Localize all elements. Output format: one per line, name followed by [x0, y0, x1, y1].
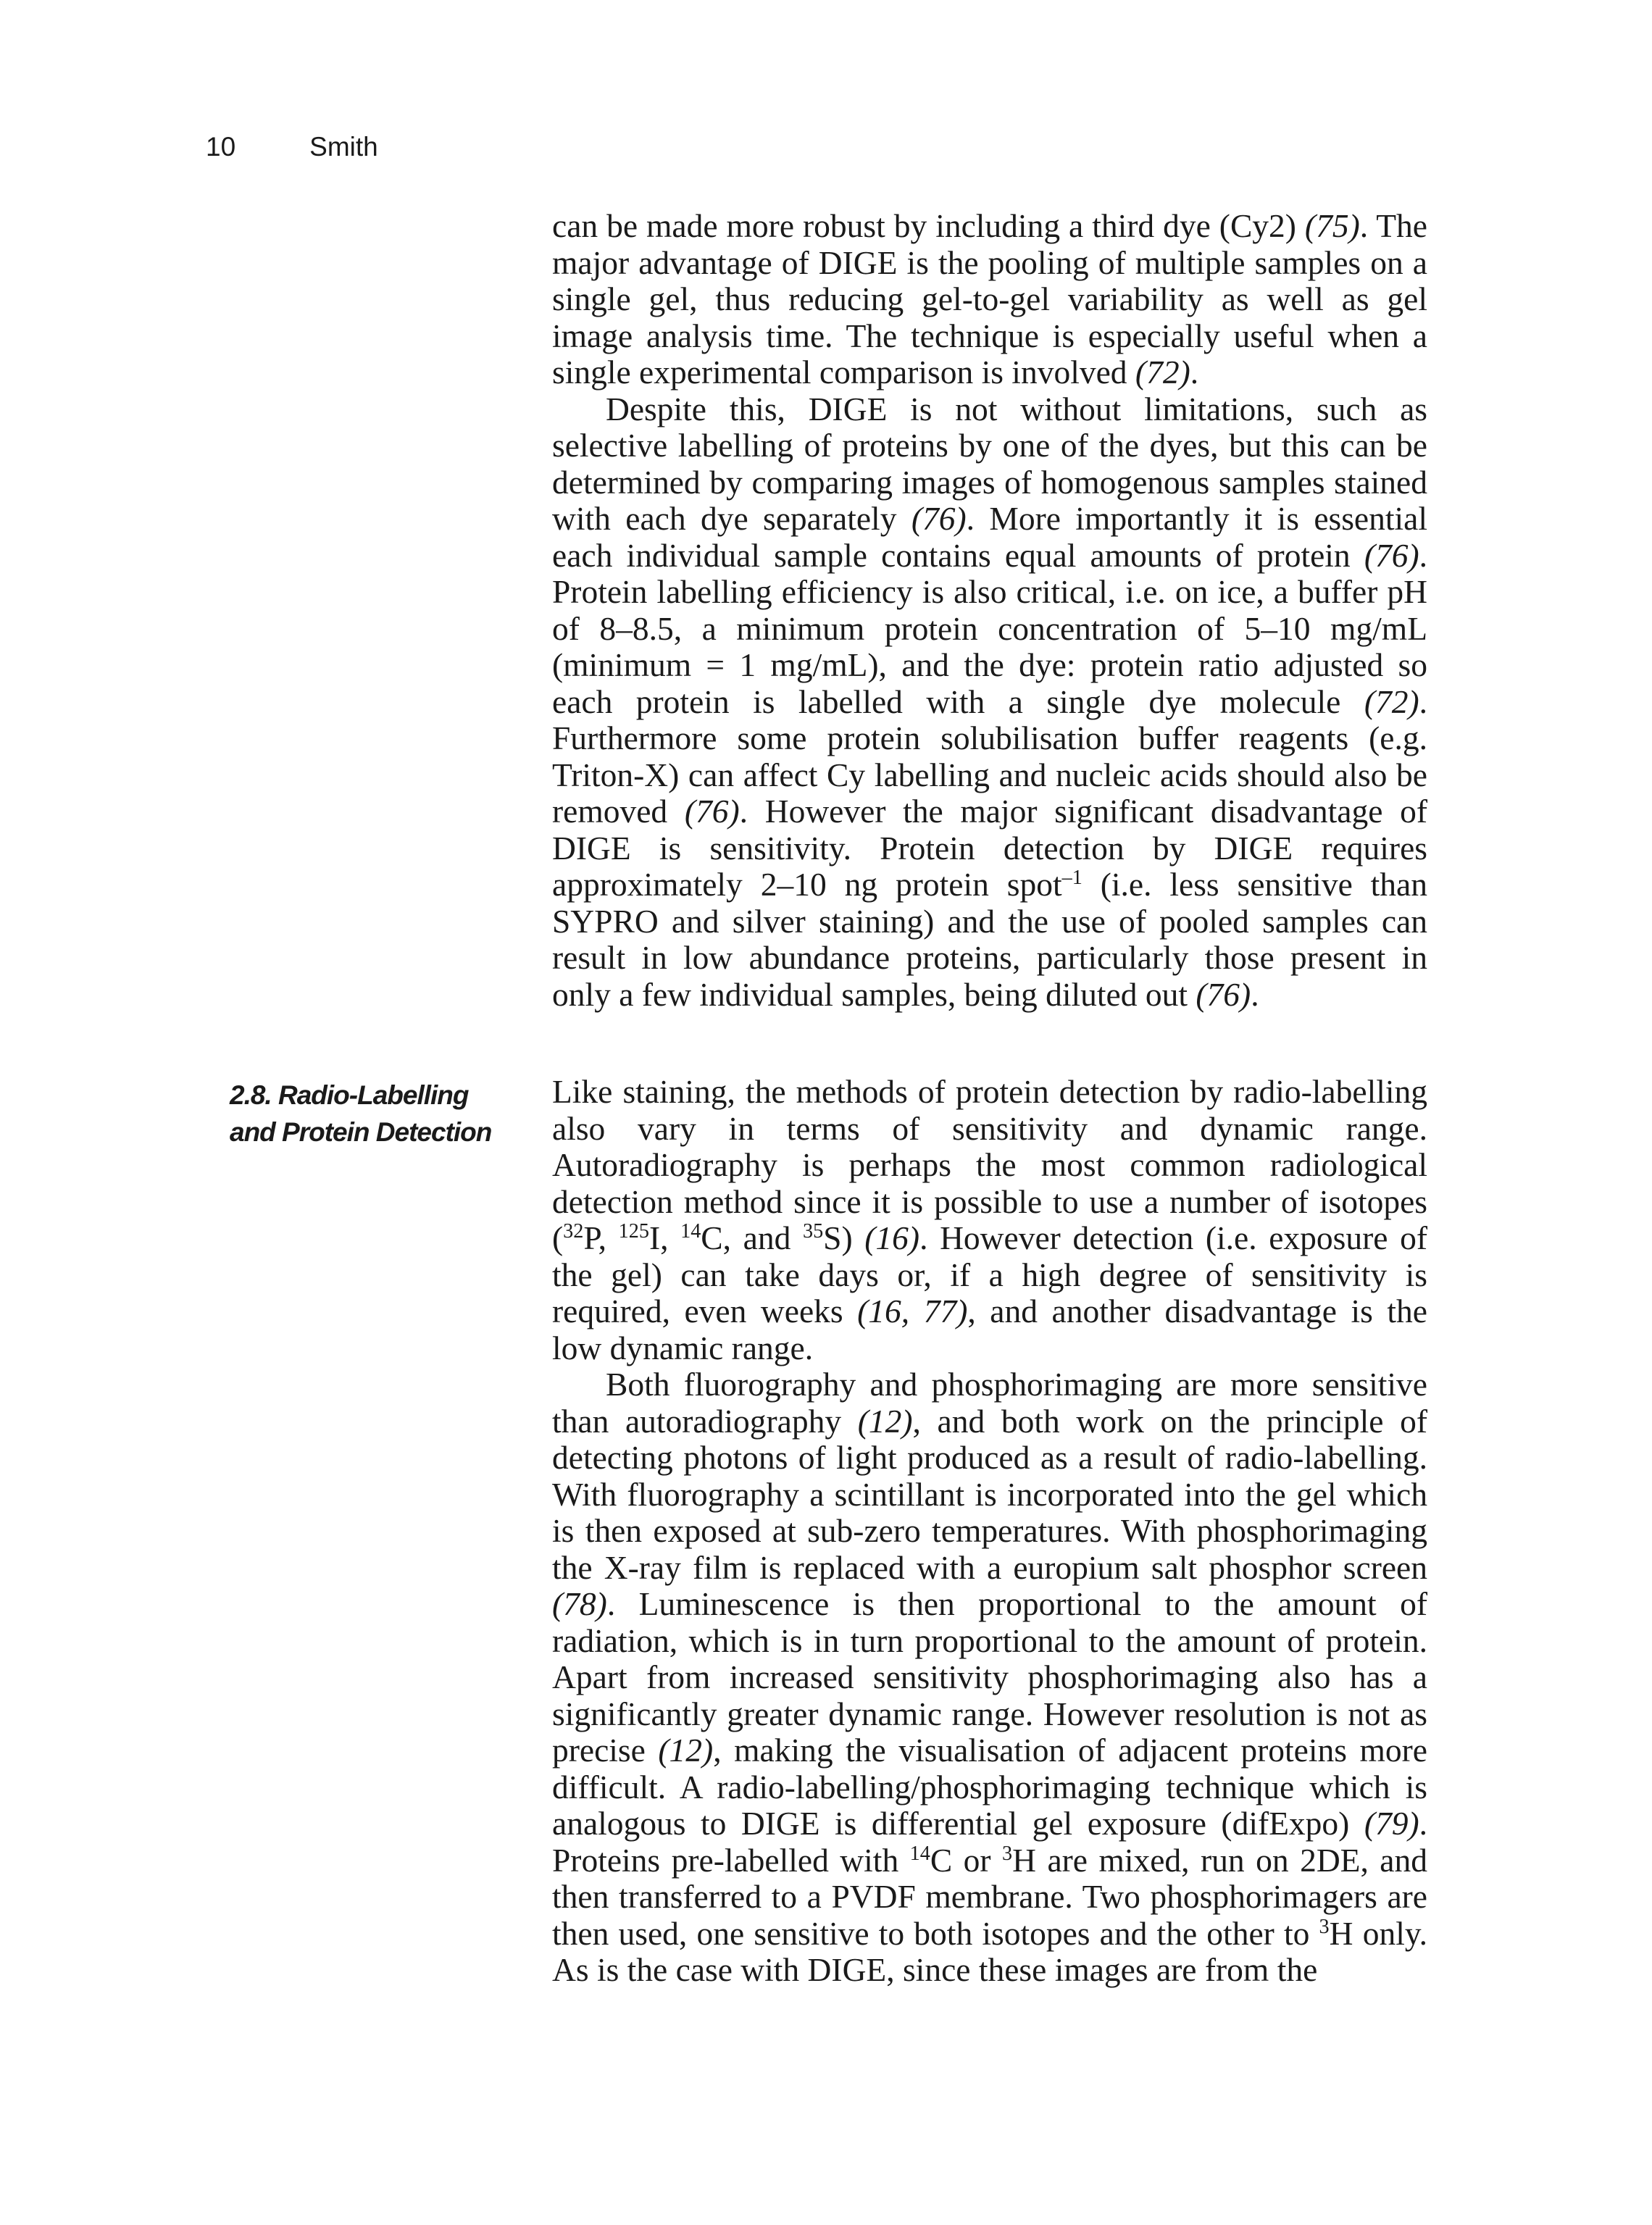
citation: (12)	[857, 1402, 913, 1440]
running-head-author: Smith	[309, 132, 378, 162]
superscript: 14	[909, 1842, 930, 1865]
section-heading	[230, 1077, 505, 1151]
citation: (16)	[864, 1219, 920, 1256]
superscript: 3	[1002, 1842, 1013, 1865]
citation: (75)	[1304, 207, 1360, 244]
paragraph-radio-labelling: Like staining, the methods of protein detection by radio-labelling also vary in terms of sensitivity and dynamic range. Autoradiography is perhaps the most common radiological detection method since it is possible to use a number of isotopes ($^{32}$P, $^{125}$I, $^{14}$C, and $^{35}$S) (16). However detection (i.e. exposure of the gel) can take days or, if a high degree of sensitivity is required, even weeks (16, 77), and another disadvantage is the low dynamic range.	[552, 1073, 1427, 1366]
citation: (16, 77)	[857, 1293, 968, 1329]
body-column-top	[552, 208, 1427, 1013]
page-number: 10	[206, 132, 236, 162]
section-heading-line2: and Protein Detection	[230, 1117, 492, 1147]
section-heading-line1: 2.8. Radio-Labelling	[230, 1080, 469, 1110]
paragraph-dige-limitations: Despite this, DIGE is not without limitations, such as selective labelling of proteins by one of the dyes, but this can be determined by comparing images of homogenous samples stained with each dye separately (76). More importantly it is essential each individual sample contains equal amounts of protein (76). Protein labelling efficiency is also critical, i.e. on ice, a buffer pH of 8–8.5, a minimum protein concentration of 5–10 mg/mL (minimum = 1 mg/mL), and the dye: protein ratio adjusted so each protein is labelled with a single dye molecule (72). Furthermore some protein solubilisation buffer reagents (e.g. Triton-X) can affect Cy labelling and nucleic acids should also be removed (76). However the major significant disadvantage of DIGE is sensitivity. Protein detection by DIGE requires approximately 2–10 ng protein spot$^{-1}$ (i.e. less sensitive than SYPRO and silver staining) and the use of pooled samples can result in low abundance proteins, particularly those present in only a few individual samples, being diluted out (76).	[552, 390, 1427, 1013]
citation: (76)	[684, 793, 740, 830]
superscript: 3	[1319, 1915, 1330, 1938]
superscript: 125	[618, 1219, 649, 1243]
citation: (79)	[1364, 1805, 1419, 1842]
superscript: 14	[680, 1219, 701, 1243]
citation: (76)	[1364, 536, 1419, 574]
citation: (72)	[1135, 354, 1190, 391]
paragraph-dige-continued: can be made more robust by including a third dye (Cy2) (75). The major advantage of DIGE is the pooling of multiple samples on a single gel, thus reducing gel-to-gel variability as well as gel image analysis time. The technique is especially useful when a single experimental comparison is involved (72).	[552, 207, 1427, 391]
superscript: 32	[563, 1219, 584, 1243]
superscript: 35	[802, 1219, 824, 1243]
body-column-section	[552, 1074, 1427, 1989]
citation: (72)	[1364, 682, 1419, 720]
citation: (76)	[911, 500, 967, 537]
citation: (12)	[658, 1732, 714, 1769]
paragraph-fluorography: Both fluorography and phosphorimaging are more sensitive than autoradiography (12), and both work on the principle of detecting photons of light produced as a result of radio-labelling. With fluorography a scintillant is incorporated into the gel which is then exposed at sub-zero temperatures. With phosphorimaging the X-ray film is replaced with a europium salt phosphor screen (78). Luminescence is then proportional to the amount of radiation, which is in turn proportional to the amount of protein. Apart from increased sensitivity phosphorimaging also has a significantly greater dynamic range. However resolution is not as precise (12), making the visualisation of adjacent proteins more difficult. A radio-labelling/phosphorimaging technique which is analogous to DIGE is differential gel exposure (difExpo) (79). Proteins pre-labelled with $^{14}$C or $^3$H are mixed, run on 2DE, and then transferred to a PVDF membrane. Two phosphorimagers are then used, one sensitive to both isotopes and the other to $^3$H only. As is the case with DIGE, since these images are from the	[552, 1366, 1428, 1988]
running-head	[206, 132, 378, 162]
superscript: –1	[1061, 866, 1082, 889]
citation: (76)	[1196, 975, 1251, 1013]
citation: (78)	[552, 1585, 607, 1622]
